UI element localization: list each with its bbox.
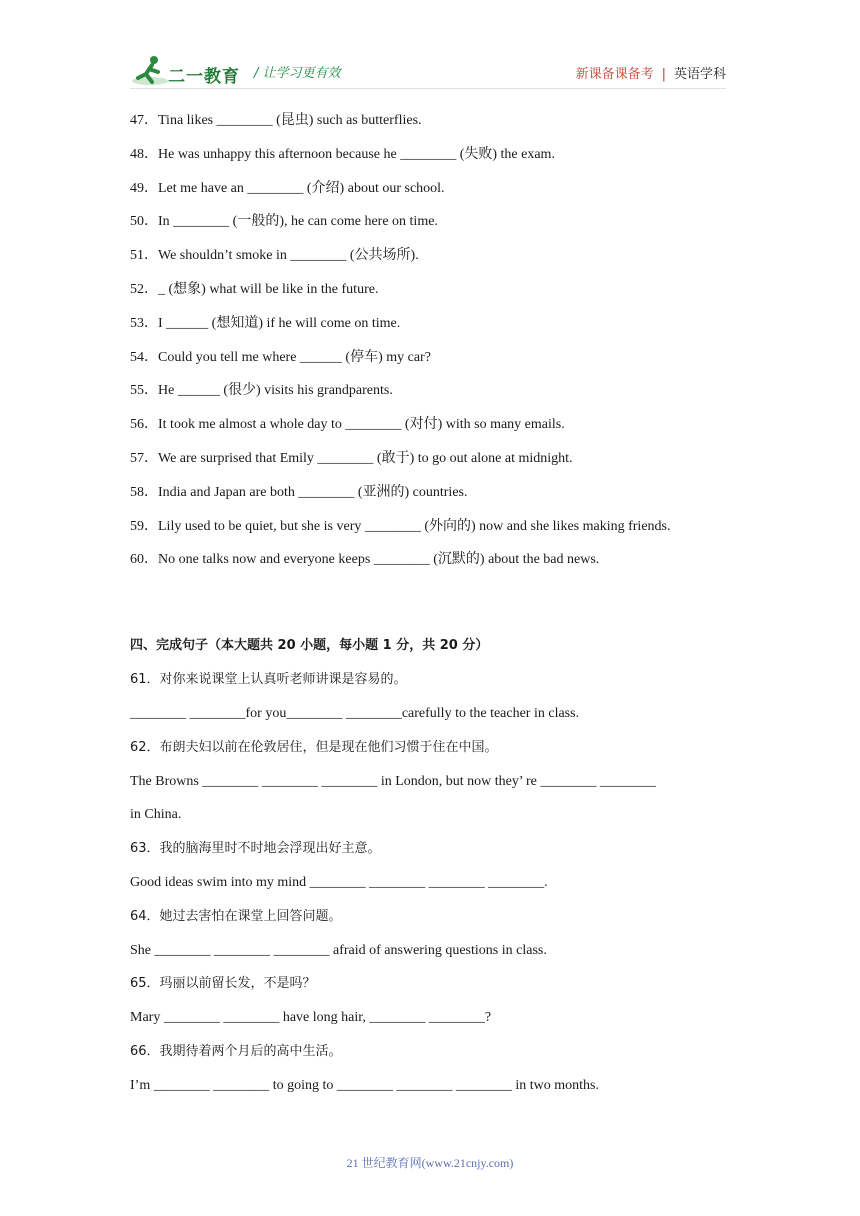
question-item: 52．_ (想象) what will be like in the future. [130,281,379,297]
header-divider [130,88,726,89]
part4-list [130,667,730,1106]
answer-line: in China. [130,807,182,823]
course-label: 新课备课备考 [575,67,654,82]
question-prompt: 65．玛丽以前留长发，不是吗？ [130,976,316,992]
question-item: 55．He ______ (很少) visits his grandparents. [130,383,393,399]
logo-text: 二一教育 [168,67,240,87]
page-header [130,54,726,90]
part3-list [130,108,730,581]
question-item: 51．We shouldn’t smoke in ________ (公共场所). [130,248,419,264]
question-item: 58．India and Japan are both ________ (亚洲的) countries. [130,484,468,500]
question-item: 56．It took me almost a whole day to ________ (对付) with so many emails. [130,417,565,433]
question-prompt: 63．我的脑海里时不时地会浮现出好主意。 [130,841,381,857]
question-item: 60．No one talks now and everyone keeps ________ (沉默的) about the bad news. [130,552,600,568]
question-item: 48．He was unhappy this afternoon because he ________ (失败) the exam. [130,146,555,162]
header-right [576,63,726,82]
question-item: 47．Tina likes ________ (昆虫) such as butterflies. [130,113,422,128]
question-prompt: 61．对你来说课堂上认真听老师讲课是容易的。 [130,672,407,688]
question-prompt: 64．她过去害怕在课堂上回答问题。 [130,908,342,924]
section-title: 四、完成句子（本大题共 20 小题，每小题 1 分，共 20 分） [130,638,489,654]
question-item: 57．We are surprised that Emily ________ (敢于) to go out alone at midnight. [130,450,573,466]
answer-line: She ________ ________ ________ afraid of answering questions in class. [130,942,547,958]
question-item: 50．In ________ (一般的), he can come here on time. [130,214,438,230]
worksheet-content [130,108,730,1107]
question-item: 54．Could you tell me where ______ (停车) my car? [130,349,431,365]
question-item: 53．I ______ (想知道) if he will come on time. [130,315,401,331]
slogan: / 让学习更有效 [254,66,341,81]
question-prompt: 66．我期待着两个月后的高中生活。 [130,1043,342,1059]
answer-line: The Browns ________ ________ ________ in London, but now they’ re ________ ________ [130,773,656,789]
question-item: 59．Lily used to be quiet, but she is very ________ (外向的) now and she likes making friends. [130,518,671,534]
answer-line: Good ideas swim into my mind ________ ________ ________ ________. [130,874,548,890]
header-separator: | [661,67,666,82]
answer-line: Mary ________ ________ have long hair, ________ ________? [130,1010,492,1026]
page-footer: 21 世纪教育网(www.21cnjy.com) [346,1156,514,1170]
question-item: 49．Let me have an ________ (介绍) about our school. [130,180,445,196]
subject-label: 英语学科 [673,67,726,82]
question-prompt: 62．布朗夫妇以前在伦敦居住，但是现在他们习惯于住在中国。 [130,739,498,755]
answer-line: I’m ________ ________ to going to ________ ________ ________ in two months. [130,1077,599,1093]
answer-line: ________ ________for you________ ________carefully to the teacher in class. [130,705,580,721]
